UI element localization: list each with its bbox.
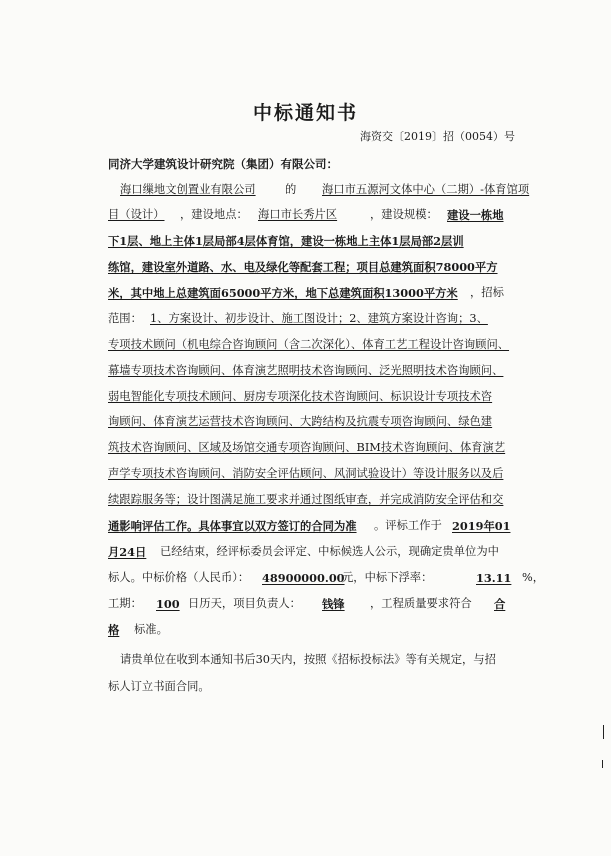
project-name-cont: 目（设计） bbox=[108, 208, 165, 221]
document-title: 中标通知书 bbox=[252, 102, 358, 124]
evaluation-date-part2: 月24日 bbox=[108, 545, 147, 559]
scope-item-1: 1、方案设计、初步设计、施工图设计；2、建筑方案设计咨询；3、 bbox=[150, 312, 488, 325]
location-label: ，建设地点： bbox=[180, 208, 248, 221]
quality-label: ，工程质量要求符合 bbox=[370, 597, 472, 610]
scale-label: ，建设规模： bbox=[370, 208, 438, 221]
body-line-10: 询顾问、体育演艺运营技术咨询顾问、大跨结构及抗震专项咨询顾问、绿色建 bbox=[108, 415, 493, 428]
evaluation-label: 。评标工作于 bbox=[374, 519, 442, 532]
project-manager: 钱锋 bbox=[322, 597, 345, 611]
evaluation-result: 已经结束，经评标委员会评定、中标候选人公示，现确定贵单位为中 bbox=[160, 545, 499, 558]
connector-de: 的 bbox=[285, 183, 297, 196]
evaluation-date-part1: 2019年01 bbox=[452, 519, 511, 533]
project-name: 海口市五源河文体中心（二期）-体育馆项 bbox=[322, 183, 530, 196]
percent-sign: %， bbox=[522, 571, 545, 584]
bid-price: 48900000.00 bbox=[262, 571, 345, 585]
body-line-12: 声学专项技术咨询顾问、消防安全评估顾问、风洞试验设计）等设计服务以及后 bbox=[108, 467, 504, 480]
body-line-3: 下1层、地上主体1层局部4层体育馆，建设一栋地上主体1层局部2层训 bbox=[108, 234, 464, 248]
duration-days: 100 bbox=[156, 597, 180, 611]
body-line-7: 专项技术顾问（机电综合咨询顾问（含二次深化）、体育工艺工程设计咨询顾问、 bbox=[108, 338, 510, 351]
manager-label: 日历天，项目负责人： bbox=[188, 597, 301, 610]
body-line-13: 续跟踪服务等；设计图满足施工要求并通过图纸审查，并完成消防安全评估和交 bbox=[108, 493, 504, 506]
document-number: 海资交〔2019〕招（0054）号 bbox=[360, 130, 515, 143]
scope-label: 范围： bbox=[108, 312, 142, 325]
scan-mark bbox=[602, 760, 603, 768]
closing-line-1: 请贵单位在收到本通知书后30天内，按照《招标投标法》等有关规定，与招 bbox=[120, 653, 496, 666]
scale-value: 建设一栋地 bbox=[447, 208, 504, 222]
price-label: 标人。中标价格（人民币）： bbox=[108, 571, 250, 584]
scan-mark bbox=[603, 725, 604, 739]
body-line-11: 筑技术咨询顾问、区域及场馆交通专项咨询顾问、BIM技术咨询顾问、体育演艺 bbox=[108, 441, 506, 454]
scope-intro: ，招标 bbox=[470, 286, 504, 299]
body-line-4: 练馆，建设室外道路、水、电及绿化等配套工程；项目总建筑面积78000平方 bbox=[108, 260, 498, 274]
tenderer-name: 海口缫地文创置业有限公司 bbox=[120, 183, 256, 196]
quality-value-part1: 合 bbox=[494, 597, 506, 611]
location-value: 海口市长秀片区 bbox=[258, 208, 338, 221]
standard-suffix: 标准。 bbox=[134, 623, 168, 636]
addressee: 同济大学建筑设计研究院（集团）有限公司： bbox=[108, 157, 338, 171]
closing-line-2: 标人订立书面合同。 bbox=[108, 680, 210, 693]
body-line-8: 幕墙专项技术咨询顾问、体育演艺照明技术咨询顾问、泛光照明技术咨询顾问、 bbox=[108, 364, 504, 377]
discount-rate: 13.11 bbox=[476, 571, 512, 585]
quality-value-part2: 格 bbox=[108, 623, 120, 637]
area-summary: 米，其中地上总建筑面65000平方米，地下总建筑面积13000平方米 bbox=[108, 286, 458, 300]
body-line-9: 弱电智能化专项技术顾问、厨房专项深化技术咨询顾问、标识设计专项技术咨 bbox=[108, 390, 493, 403]
duration-label: 工期： bbox=[108, 597, 142, 610]
discount-label: 元，中标下浮率： bbox=[342, 571, 433, 584]
contract-note: 通影响评估工作。具体事宜以双方签订的合同为准 bbox=[108, 519, 357, 533]
